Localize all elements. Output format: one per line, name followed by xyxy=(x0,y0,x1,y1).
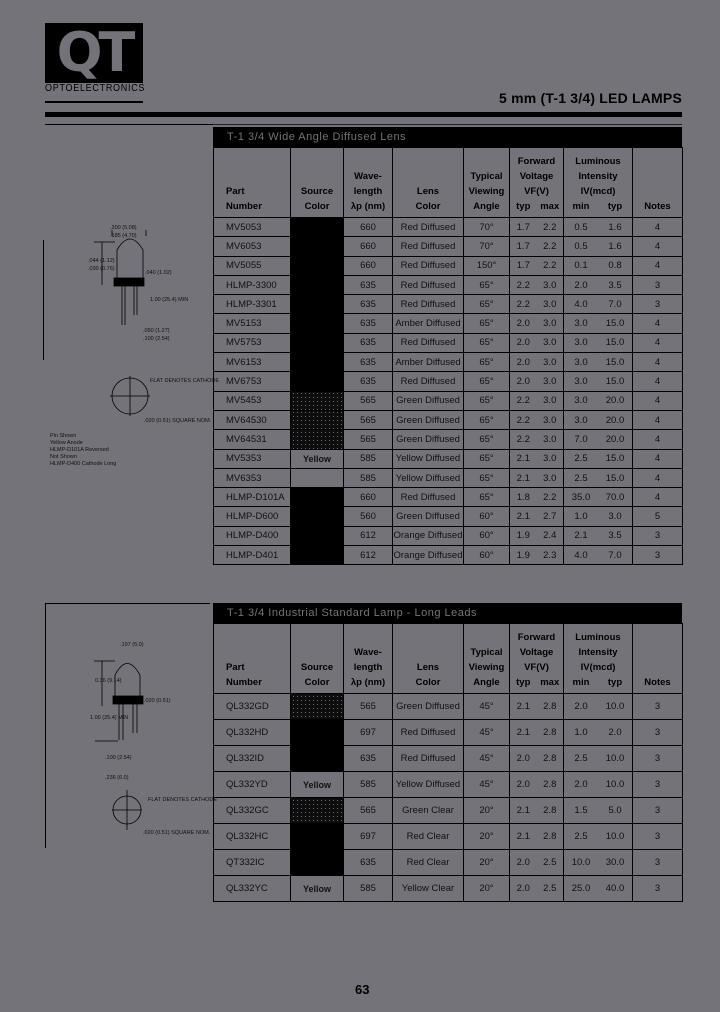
lens-color-cell: Amber Diffused xyxy=(393,314,464,333)
viewing-angle-cell: 45° xyxy=(464,694,510,720)
source-color-cell xyxy=(291,772,344,798)
notes-cell: 3 xyxy=(633,850,683,876)
lens-color-cell: Red Diffused xyxy=(393,275,464,294)
col-luminous-intensity: Luminous Intensity IV(mcd) min typ xyxy=(564,148,633,218)
luminous-intensity-cell: 7.0 20.0 xyxy=(564,430,633,449)
table-row xyxy=(214,720,683,746)
lens-color-cell: Green Diffused xyxy=(393,694,464,720)
wavelength-cell: 697 xyxy=(344,720,393,746)
part-number-cell: HLMP-D400 xyxy=(214,526,291,545)
wavelength-cell: 560 xyxy=(344,507,393,526)
notes-cell: 3 xyxy=(633,295,683,314)
forward-voltage-cell: 2.2 3.0 xyxy=(510,391,564,410)
viewing-angle-cell: 65° xyxy=(464,295,510,314)
part-number-cell: QL332HD xyxy=(214,720,291,746)
col-viewing-angle: Typical Viewing Angle xyxy=(464,148,510,218)
forward-voltage-cell: 2.1 2.7 xyxy=(510,507,564,526)
source-color-cell xyxy=(291,876,344,902)
lens-color-cell: Red Diffused xyxy=(393,256,464,275)
lens-color-cell: Red Clear xyxy=(393,850,464,876)
notes-cell: 5 xyxy=(633,507,683,526)
forward-voltage-cell: 1.9 2.4 xyxy=(510,526,564,545)
part-number-cell: MV5053 xyxy=(214,218,291,237)
table-row xyxy=(214,772,683,798)
part-number-cell: HLMP-D101A xyxy=(214,488,291,507)
source-color-cell xyxy=(291,218,344,237)
part-number-cell: MV5153 xyxy=(214,314,291,333)
section-title: T-1 3/4 Industrial Standard Lamp - Long Leads xyxy=(213,603,682,623)
viewing-angle-cell: 20° xyxy=(464,876,510,902)
notes-cell: 4 xyxy=(633,353,683,372)
source-color-label: Yellow xyxy=(302,779,331,790)
notes-cell: 3 xyxy=(633,824,683,850)
spec-table-2 xyxy=(213,623,683,902)
viewing-angle-cell: 65° xyxy=(464,391,510,410)
led-diagram-icon xyxy=(40,200,210,470)
notes-cell: 3 xyxy=(633,746,683,772)
wavelength-cell: 635 xyxy=(344,746,393,772)
forward-voltage-cell: 2.1 3.0 xyxy=(510,468,564,487)
part-number-cell: HLMP-D600 xyxy=(214,507,291,526)
notes-cell: 4 xyxy=(633,333,683,352)
viewing-angle-cell: 70° xyxy=(464,218,510,237)
lens-color-cell: Red Clear xyxy=(393,824,464,850)
table-row xyxy=(214,850,683,876)
notes-cell: 3 xyxy=(633,798,683,824)
lens-color-cell: Red Diffused xyxy=(393,295,464,314)
forward-voltage-cell: 2.1 2.8 xyxy=(510,798,564,824)
forward-voltage-cell: 2.1 3.0 xyxy=(510,449,564,468)
wavelength-cell: 565 xyxy=(344,391,393,410)
wavelength-cell: 565 xyxy=(344,410,393,429)
dim-label: FLAT DENOTES CATHODE xyxy=(150,378,220,384)
viewing-angle-cell: 45° xyxy=(464,772,510,798)
table-row xyxy=(214,824,683,850)
source-color-cell xyxy=(291,526,344,545)
table-row xyxy=(214,507,683,526)
forward-voltage-cell: 1.8 2.2 xyxy=(510,488,564,507)
lens-color-cell: Red Diffused xyxy=(393,218,464,237)
viewing-angle-cell: 65° xyxy=(464,314,510,333)
source-color-cell xyxy=(291,333,344,352)
luminous-intensity-cell: 3.0 15.0 xyxy=(564,372,633,391)
luminous-intensity-cell: 1.0 3.0 xyxy=(564,507,633,526)
dim-label: .020 (0.51) SQUARE NOM. xyxy=(143,830,211,836)
table-row xyxy=(214,694,683,720)
luminous-intensity-cell: 25.0 40.0 xyxy=(564,876,633,902)
forward-voltage-cell: 1.7 2.2 xyxy=(510,218,564,237)
forward-voltage-cell: 2.2 3.0 xyxy=(510,295,564,314)
viewing-angle-cell: 45° xyxy=(464,720,510,746)
col-luminous-intensity: Luminous Intensity IV(mcd) min typ xyxy=(564,624,633,694)
table-row xyxy=(214,218,683,237)
wavelength-cell: 635 xyxy=(344,314,393,333)
wavelength-cell: 635 xyxy=(344,850,393,876)
section-wide-angle xyxy=(213,127,682,565)
forward-voltage-cell: 2.2 3.0 xyxy=(510,275,564,294)
wavelength-cell: 660 xyxy=(344,488,393,507)
dim-label: .185 (4.70) xyxy=(110,233,137,239)
dim-label: .040 (1.02) xyxy=(145,270,172,276)
table-row xyxy=(214,256,683,275)
part-number-cell: MV6353 xyxy=(214,468,291,487)
source-color-cell xyxy=(291,275,344,294)
part-number-cell: MV5453 xyxy=(214,391,291,410)
part-number-cell: QL332YD xyxy=(214,772,291,798)
viewing-angle-cell: 60° xyxy=(464,526,510,545)
source-color-cell xyxy=(291,720,344,746)
part-number-cell: QL332GC xyxy=(214,798,291,824)
part-number-cell: MV5353 xyxy=(214,449,291,468)
wavelength-cell: 565 xyxy=(344,798,393,824)
luminous-intensity-cell: 10.0 30.0 xyxy=(564,850,633,876)
wavelength-cell: 612 xyxy=(344,546,393,565)
spec-table-1 xyxy=(213,147,683,565)
viewing-angle-cell: 65° xyxy=(464,430,510,449)
lens-color-cell: Yellow Clear xyxy=(393,876,464,902)
luminous-intensity-cell: 3.0 15.0 xyxy=(564,353,633,372)
luminous-intensity-cell: 2.5 10.0 xyxy=(564,824,633,850)
part-number-cell: MV5753 xyxy=(214,333,291,352)
notes-cell: 4 xyxy=(633,256,683,275)
dim-label: 1.00 (25.4) MIN xyxy=(150,297,189,303)
luminous-intensity-cell: 2.0 10.0 xyxy=(564,694,633,720)
notes-cell: 4 xyxy=(633,218,683,237)
wavelength-cell: 635 xyxy=(344,295,393,314)
notes-cell: 3 xyxy=(633,876,683,902)
part-number-cell: MV64530 xyxy=(214,410,291,429)
dim-label: .020 (0.51) SQUARE NOM. xyxy=(144,418,212,424)
table-row xyxy=(214,391,683,410)
lens-color-cell: Yellow Diffused xyxy=(393,772,464,798)
col-notes: Notes xyxy=(633,148,683,218)
table-row xyxy=(214,353,683,372)
part-number-cell: MV64531 xyxy=(214,430,291,449)
drawing-border xyxy=(43,240,44,360)
dim-label: .236 (6.0) xyxy=(105,775,129,781)
forward-voltage-cell: 2.1 2.8 xyxy=(510,824,564,850)
drawing-border xyxy=(45,603,46,848)
luminous-intensity-cell: 3.0 15.0 xyxy=(564,333,633,352)
forward-voltage-cell: 2.0 2.8 xyxy=(510,772,564,798)
lens-color-cell: Red Diffused xyxy=(393,237,464,256)
dim-label: .050 (1.27) xyxy=(143,328,170,334)
page-number: 63 xyxy=(355,982,370,997)
part-number-cell: HLMP-D401 xyxy=(214,546,291,565)
drawing-border xyxy=(45,603,210,604)
source-color-cell xyxy=(291,546,344,565)
wavelength-cell: 635 xyxy=(344,333,393,352)
notes-cell: 3 xyxy=(633,694,683,720)
notes-cell: 4 xyxy=(633,430,683,449)
forward-voltage-cell: 1.7 2.2 xyxy=(510,237,564,256)
dim-label: .200 (5.08) xyxy=(110,225,137,231)
viewing-angle-cell: 65° xyxy=(464,410,510,429)
notes-cell: 4 xyxy=(633,237,683,256)
table-row xyxy=(214,430,683,449)
forward-voltage-cell: 2.0 3.0 xyxy=(510,333,564,352)
col-forward-voltage: Forward Voltage VF(V) typ max xyxy=(510,148,564,218)
lens-color-cell: Amber Diffused xyxy=(393,353,464,372)
source-color-cell xyxy=(291,694,344,720)
lens-color-cell: Red Diffused xyxy=(393,746,464,772)
viewing-angle-cell: 150° xyxy=(464,256,510,275)
led-diagram-icon xyxy=(40,600,210,850)
section-industrial-standard xyxy=(213,603,682,902)
source-color-cell xyxy=(291,507,344,526)
col-wavelength: Wave- length λp (nm) xyxy=(344,624,393,694)
source-color-cell xyxy=(291,746,344,772)
source-color-cell xyxy=(291,314,344,333)
luminous-intensity-cell: 2.1 3.5 xyxy=(564,526,633,545)
source-color-cell xyxy=(291,468,344,487)
lens-color-cell: Green Diffused xyxy=(393,507,464,526)
viewing-angle-cell: 65° xyxy=(464,468,510,487)
logo-underline xyxy=(45,101,143,103)
table-row xyxy=(214,410,683,429)
wavelength-cell: 585 xyxy=(344,772,393,798)
dim-label: .100 (2.54) xyxy=(105,755,132,761)
notes-cell: 3 xyxy=(633,275,683,294)
section-title: T-1 3/4 Wide Angle Diffused Lens xyxy=(213,127,682,147)
forward-voltage-cell: 2.0 3.0 xyxy=(510,314,564,333)
source-color-cell xyxy=(291,391,344,410)
col-part-number: Part Number xyxy=(214,148,291,218)
lens-color-cell: Yellow Diffused xyxy=(393,449,464,468)
forward-voltage-cell: 2.2 3.0 xyxy=(510,410,564,429)
source-color-cell xyxy=(291,824,344,850)
col-lens-color: Lens Color xyxy=(393,624,464,694)
part-number-cell: QL332ID xyxy=(214,746,291,772)
viewing-angle-cell: 60° xyxy=(464,546,510,565)
part-number-cell: MV6753 xyxy=(214,372,291,391)
table-row xyxy=(214,488,683,507)
dim-label: .020 (0.51) xyxy=(144,698,171,704)
luminous-intensity-cell: 1.0 2.0 xyxy=(564,720,633,746)
wavelength-cell: 635 xyxy=(344,275,393,294)
dim-label: 0.36 (9.14) xyxy=(95,678,122,684)
lens-color-cell: Red Diffused xyxy=(393,372,464,391)
col-viewing-angle: Typical Viewing Angle xyxy=(464,624,510,694)
forward-voltage-cell: 2.0 2.5 xyxy=(510,876,564,902)
luminous-intensity-cell: 2.0 10.0 xyxy=(564,772,633,798)
notes-cell: 4 xyxy=(633,488,683,507)
table-row xyxy=(214,372,683,391)
forward-voltage-cell: 2.0 3.0 xyxy=(510,353,564,372)
part-number-cell: HLMP-3301 xyxy=(214,295,291,314)
notes-cell: 4 xyxy=(633,391,683,410)
source-color-cell xyxy=(291,410,344,429)
table-row xyxy=(214,468,683,487)
dim-label: .197 (5.0) xyxy=(120,642,144,648)
source-color-cell xyxy=(291,295,344,314)
luminous-intensity-cell: 2.5 15.0 xyxy=(564,449,633,468)
forward-voltage-cell: 2.0 2.8 xyxy=(510,746,564,772)
luminous-intensity-cell: 0.5 1.6 xyxy=(564,218,633,237)
luminous-intensity-cell: 3.0 20.0 xyxy=(564,410,633,429)
qt-logo xyxy=(45,23,143,83)
wavelength-cell: 635 xyxy=(344,353,393,372)
wavelength-cell: 565 xyxy=(344,694,393,720)
notes-cell: 4 xyxy=(633,314,683,333)
viewing-angle-cell: 20° xyxy=(464,824,510,850)
wavelength-cell: 660 xyxy=(344,256,393,275)
part-number-cell: MV6053 xyxy=(214,237,291,256)
viewing-angle-cell: 65° xyxy=(464,372,510,391)
drawing-note: Yellow Anode xyxy=(50,440,83,446)
part-number-cell: QL332YC xyxy=(214,876,291,902)
logo-subtitle: OPTOELECTRONICS xyxy=(45,83,146,94)
notes-cell: 4 xyxy=(633,372,683,391)
col-wavelength: Wave- length λp (nm) xyxy=(344,148,393,218)
notes-cell: 3 xyxy=(633,772,683,798)
wavelength-cell: 585 xyxy=(344,468,393,487)
table-row xyxy=(214,526,683,545)
luminous-intensity-cell: 3.0 15.0 xyxy=(564,314,633,333)
source-color-cell xyxy=(291,449,344,468)
lens-color-cell: Red Diffused xyxy=(393,720,464,746)
drawing-note: Pin Shown xyxy=(50,433,77,439)
col-lens-color: Lens Color xyxy=(393,148,464,218)
col-forward-voltage: Forward Voltage VF(V) typ max xyxy=(510,624,564,694)
led-outline-drawing-2 xyxy=(40,600,218,850)
source-color-cell xyxy=(291,430,344,449)
table-body-2 xyxy=(214,694,683,902)
forward-voltage-cell: 2.2 3.0 xyxy=(510,430,564,449)
viewing-angle-cell: 65° xyxy=(464,353,510,372)
lens-color-cell: Green Diffused xyxy=(393,410,464,429)
lens-color-cell: Green Diffused xyxy=(393,391,464,410)
section-1-top-rule xyxy=(45,124,213,125)
drawing-note: HLMP-D101A Reversed xyxy=(50,447,109,453)
lens-color-cell: Red Diffused xyxy=(393,333,464,352)
luminous-intensity-cell: 2.5 15.0 xyxy=(564,468,633,487)
forward-voltage-cell: 2.0 3.0 xyxy=(510,372,564,391)
dim-label: .030 (0.76) xyxy=(88,266,115,272)
source-color-cell xyxy=(291,256,344,275)
viewing-angle-cell: 70° xyxy=(464,237,510,256)
luminous-intensity-cell: 4.0 7.0 xyxy=(564,546,633,565)
wavelength-cell: 635 xyxy=(344,372,393,391)
table-row xyxy=(214,314,683,333)
notes-cell: 3 xyxy=(633,720,683,746)
viewing-angle-cell: 45° xyxy=(464,746,510,772)
part-number-cell: MV5055 xyxy=(214,256,291,275)
viewing-angle-cell: 65° xyxy=(464,275,510,294)
table-row xyxy=(214,237,683,256)
table-row xyxy=(214,333,683,352)
part-number-cell: QT332IC xyxy=(214,850,291,876)
table-row xyxy=(214,876,683,902)
luminous-intensity-cell: 0.5 1.6 xyxy=(564,237,633,256)
source-color-cell xyxy=(291,850,344,876)
lens-color-cell: Yellow Diffused xyxy=(393,468,464,487)
dim-label: 1.00 (25.4) MIN xyxy=(90,715,129,721)
luminous-intensity-cell: 35.0 70.0 xyxy=(564,488,633,507)
viewing-angle-cell: 65° xyxy=(464,488,510,507)
lens-color-cell: Orange Diffused xyxy=(393,526,464,545)
luminous-intensity-cell: 2.5 10.0 xyxy=(564,746,633,772)
page-title: 5 mm (T-1 3/4) LED LAMPS xyxy=(499,90,682,106)
viewing-angle-cell: 60° xyxy=(464,507,510,526)
table-row xyxy=(214,798,683,824)
forward-voltage-cell: 2.0 2.5 xyxy=(510,850,564,876)
dim-label: .044 (1.12) xyxy=(88,258,115,264)
wavelength-cell: 660 xyxy=(344,237,393,256)
forward-voltage-cell: 2.1 2.8 xyxy=(510,720,564,746)
luminous-intensity-cell: 0.1 0.8 xyxy=(564,256,633,275)
source-color-cell xyxy=(291,488,344,507)
table-row xyxy=(214,449,683,468)
source-color-label: Yellow xyxy=(302,453,331,464)
drawing-note: HLMP-D400 Cathode Long xyxy=(50,461,117,467)
notes-cell: 4 xyxy=(633,449,683,468)
notes-cell: 3 xyxy=(633,526,683,545)
table-row xyxy=(214,546,683,565)
lens-color-cell: Orange Diffused xyxy=(393,546,464,565)
wavelength-cell: 585 xyxy=(344,876,393,902)
notes-cell: 4 xyxy=(633,468,683,487)
forward-voltage-cell: 1.9 2.3 xyxy=(510,546,564,565)
col-source-color: Source Color xyxy=(291,624,344,694)
col-part-number: Part Number xyxy=(214,624,291,694)
source-color-label: Yellow xyxy=(302,883,331,894)
forward-voltage-cell: 1.7 2.2 xyxy=(510,256,564,275)
table-row xyxy=(214,746,683,772)
header-divider xyxy=(45,112,682,117)
lens-color-cell: Red Diffused xyxy=(393,488,464,507)
part-number-cell: HLMP-3300 xyxy=(214,275,291,294)
col-source-color: Source Color xyxy=(291,148,344,218)
part-number-cell: QL332HC xyxy=(214,824,291,850)
wavelength-cell: 697 xyxy=(344,824,393,850)
lens-color-cell: Green Clear xyxy=(393,798,464,824)
forward-voltage-cell: 2.1 2.8 xyxy=(510,694,564,720)
table-row xyxy=(214,295,683,314)
drawing-note: Not Shown xyxy=(50,454,77,460)
led-outline-drawing-1 xyxy=(40,200,220,470)
part-number-cell: MV6153 xyxy=(214,353,291,372)
viewing-angle-cell: 65° xyxy=(464,449,510,468)
notes-cell: 3 xyxy=(633,546,683,565)
dim-label: FLAT DENOTES CATHODE xyxy=(148,797,218,803)
col-notes: Notes xyxy=(633,624,683,694)
part-number-cell: QL332GD xyxy=(214,694,291,720)
viewing-angle-cell: 20° xyxy=(464,798,510,824)
table-body-1 xyxy=(214,218,683,565)
viewing-angle-cell: 65° xyxy=(464,333,510,352)
source-color-cell xyxy=(291,353,344,372)
source-color-cell xyxy=(291,237,344,256)
notes-cell: 4 xyxy=(633,410,683,429)
table-row xyxy=(214,275,683,294)
source-color-cell xyxy=(291,372,344,391)
dim-label: .100 (2.54) xyxy=(143,336,170,342)
wavelength-cell: 585 xyxy=(344,449,393,468)
lens-color-cell: Green Diffused xyxy=(393,430,464,449)
logo-text: QT xyxy=(56,21,132,84)
luminous-intensity-cell: 2.0 3.5 xyxy=(564,275,633,294)
luminous-intensity-cell: 1.5 5.0 xyxy=(564,798,633,824)
wavelength-cell: 565 xyxy=(344,430,393,449)
wavelength-cell: 612 xyxy=(344,526,393,545)
luminous-intensity-cell: 4.0 7.0 xyxy=(564,295,633,314)
viewing-angle-cell: 20° xyxy=(464,850,510,876)
wavelength-cell: 660 xyxy=(344,218,393,237)
source-color-cell xyxy=(291,798,344,824)
luminous-intensity-cell: 3.0 20.0 xyxy=(564,391,633,410)
